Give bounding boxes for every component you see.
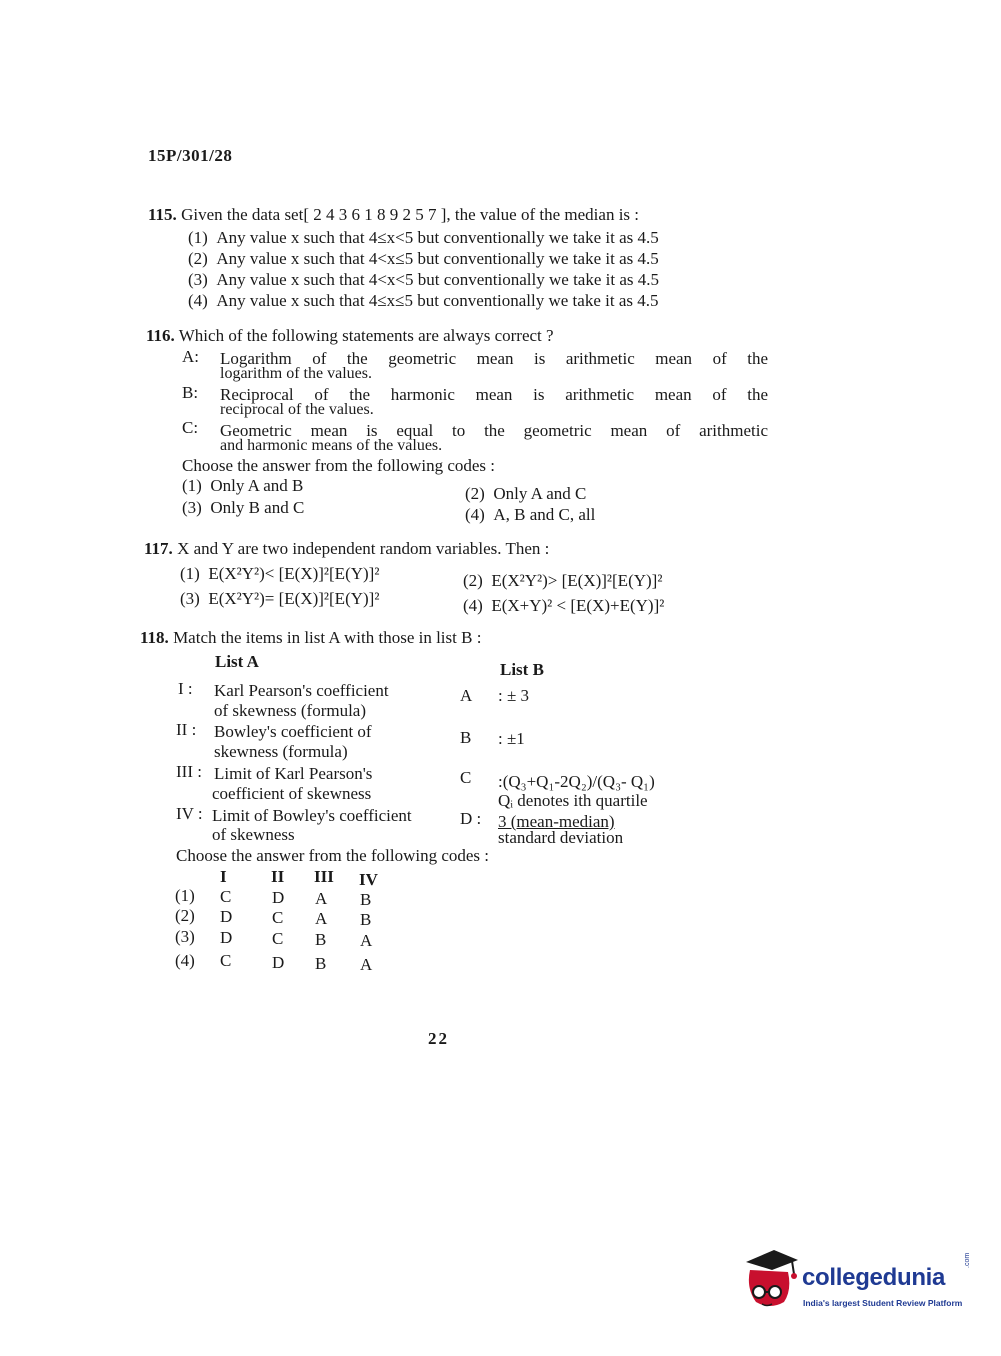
statement-A-line2: logarithm of the values. xyxy=(220,365,372,382)
code-cell: D xyxy=(272,888,285,907)
list-b-item-C-line1: :(Q₃+Q₁-2Q₂)/(Q₃- Q₁) xyxy=(498,772,655,791)
code-cell: C xyxy=(220,951,232,970)
code-cell: A xyxy=(360,955,373,974)
question-text: X and Y are two independent random variables. Then : xyxy=(177,539,550,558)
list-b-item-D-denominator: standard deviation xyxy=(498,828,624,847)
list-b-key-A: A xyxy=(460,686,473,705)
option-116-1: (1) Only A and B xyxy=(182,476,304,495)
list-b-item-A: : ± 3 xyxy=(498,686,530,705)
code-cell: B xyxy=(315,930,327,949)
question-text: Given the data set[ 2 4 3 6 1 8 9 2 5 7 ], the value of the median is : xyxy=(181,205,640,224)
question-number: 118. xyxy=(140,628,169,647)
option-115-3: (3) Any value x such that 4<x<5 but conventionally we take it as 4.5 xyxy=(188,270,659,289)
code-cell: A xyxy=(315,909,328,928)
code-cell: D xyxy=(272,953,285,972)
question-number: 116. xyxy=(146,326,175,345)
option-117-3: (3) E(X²Y²)= [E(X)]²[E(Y)]² xyxy=(180,589,380,608)
logo-tagline: India's largest Student Review Platform xyxy=(803,1298,963,1308)
logo-brand: collegedunia xyxy=(802,1264,946,1291)
choose-instruction-116: Choose the answer from the following codes : xyxy=(182,456,496,475)
code-cell: C xyxy=(220,887,232,906)
option-116-2: (2) Only A and C xyxy=(465,484,587,503)
question-text: Match the items in list A with those in list B : xyxy=(173,628,482,647)
code-cell: C xyxy=(272,929,284,948)
option-115-4: (4) Any value x such that 4≤x≤5 but conventionally we take it as 4.5 xyxy=(188,291,659,310)
list-b-key-C: C xyxy=(460,768,472,787)
code-cell: A xyxy=(315,889,328,908)
question-116 xyxy=(146,326,554,346)
list-a-title: List A xyxy=(215,652,259,671)
choose-instruction-118: Choose the answer from the following codes : xyxy=(176,846,490,865)
list-a-key-4: IV : xyxy=(176,804,203,823)
list-a-item-4-line1: Limit of Bowley's coefficient xyxy=(212,806,412,825)
option-115-2: (2) Any value x such that 4<x≤5 but conventionally we take it as 4.5 xyxy=(188,249,659,268)
col-header-II: II xyxy=(271,867,285,886)
col-header-I: I xyxy=(220,867,227,886)
code-row-2-num: (2) xyxy=(175,906,195,925)
list-a-key-2: II : xyxy=(176,720,197,739)
code-row-3-num: (3) xyxy=(175,927,195,946)
list-a-item-2-line1: Bowley's coefficient of xyxy=(214,722,372,741)
option-117-2: (2) E(X²Y²)> [E(X)]²[E(Y)]² xyxy=(463,571,663,590)
code-cell: B xyxy=(360,910,372,929)
list-b-key-B: B xyxy=(460,728,472,747)
option-117-1: (1) E(X²Y²)< [E(X)]²[E(Y)]² xyxy=(180,564,380,583)
list-a-item-2-line2: skewness (formula) xyxy=(214,742,348,761)
logo-com: .com xyxy=(964,1252,971,1268)
paper-code: 15P/301/28 xyxy=(148,146,233,165)
statement-A-line1: Logarithm of the geometric mean is arithmetic mean of the xyxy=(220,349,768,368)
code-row-4-num: (4) xyxy=(175,951,195,970)
option-117-4: (4) E(X+Y)² < [E(X)+E(Y)]² xyxy=(463,596,665,615)
statement-B-key: B: xyxy=(182,383,199,402)
mascot-icon xyxy=(742,1248,802,1314)
list-a-item-4-line2: of skewness xyxy=(212,825,295,844)
list-b-item-C-line2: Qᵢ denotes ith quartile xyxy=(498,791,648,810)
list-b-key-D: D : xyxy=(460,809,482,828)
code-cell: A xyxy=(360,931,373,950)
question-number: 117. xyxy=(144,539,173,558)
statement-C-line2: and harmonic means of the values. xyxy=(220,437,443,454)
col-header-IV: IV xyxy=(359,870,378,889)
list-a-item-1-line1: Karl Pearson's coefficient xyxy=(214,681,389,700)
col-header-III: III xyxy=(314,867,334,886)
list-a-item-1-line2: of skewness (formula) xyxy=(214,701,367,720)
list-a-item-3-line2: coefficient of skewness xyxy=(212,784,372,803)
option-116-4: (4) A, B and C, all xyxy=(465,505,596,524)
list-b-item-B: : ±1 xyxy=(498,729,525,748)
statement-A-key: A: xyxy=(182,347,199,366)
list-b-title: List B xyxy=(500,660,544,679)
code-cell: C xyxy=(272,908,284,927)
list-a-key-3: III : xyxy=(176,762,202,781)
statement-B-line1: Reciprocal of the harmonic mean is arithmetic mean of the xyxy=(220,385,768,404)
statement-B-line2: reciprocal of the values. xyxy=(220,401,374,418)
statement-C-key: C: xyxy=(182,418,199,437)
code-cell: B xyxy=(315,954,327,973)
code-cell: D xyxy=(220,928,233,947)
list-b-item-D-numerator: 3 (mean-median) xyxy=(498,812,615,831)
collegedunia-logo xyxy=(742,1248,972,1318)
question-text: Which of the following statements are always correct ? xyxy=(178,326,554,345)
question-118 xyxy=(140,628,481,648)
question-115 xyxy=(148,205,639,225)
question-number: 115. xyxy=(148,205,177,224)
list-a-key-1: I : xyxy=(178,679,193,698)
option-116-3: (3) Only B and C xyxy=(182,498,305,517)
question-117 xyxy=(144,539,549,559)
code-cell: D xyxy=(220,907,233,926)
statement-C-line1: Geometric mean is equal to the geometric mean of arithmetic xyxy=(220,421,768,440)
list-a-item-3-line1: Limit of Karl Pearson's xyxy=(214,764,373,783)
page-number: 22 xyxy=(428,1029,449,1048)
code-row-1-num: (1) xyxy=(175,886,195,905)
option-115-1: (1) Any value x such that 4≤x<5 but conventionally we take it as 4.5 xyxy=(188,228,659,247)
code-cell: B xyxy=(360,890,372,909)
